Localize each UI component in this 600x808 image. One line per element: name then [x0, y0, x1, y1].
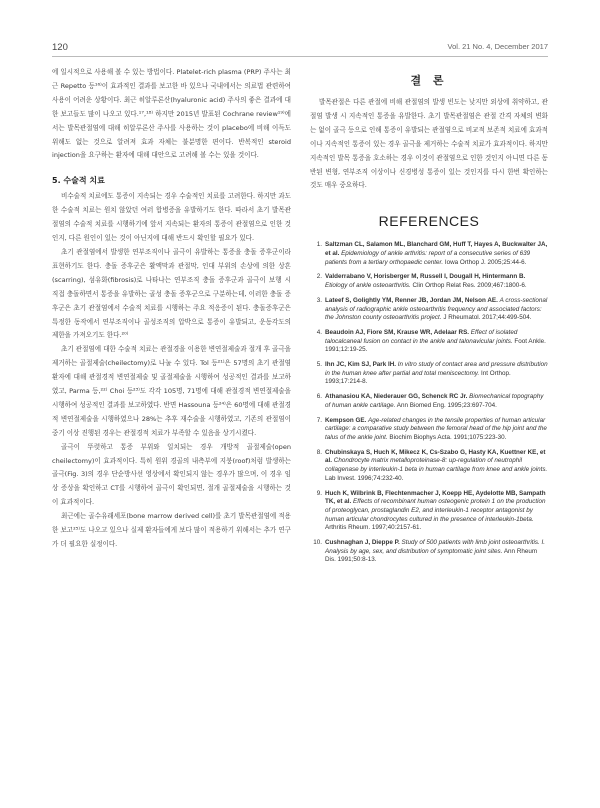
- body-paragraph: 초기 관절염에 대한 수술적 치료는 관절경을 이용한 변연절제술과 절개 후 골극을 제거하는 골절제술(cheilectomy)로 나눌 수 있다. Tol 등²¹⁾은 57명의 초기 관절염 환자에 대해 관절경적 변연절제술 및 골절제술을 시행하여 성공적인 결과를 보고하였고, Parma 등,²²⁾ Choi 등²³⁾도 각각 105명, 71명에 대해 관절경적 변연절제술을 시행하여 성공적인 결과를 보고하였다. 반면 Hassouna 등²⁴⁾은 60명에 대해 관절경적 변연절제술을 시행하였으나 28%는 추후 재수술을 시행하였고, 기존의 관절염이 중기 이상 진행된 경우는 관절경적 치료가 부족할 수 있음을 상기시켰다.: [52, 345, 291, 437]
- reference-item: [310, 449, 548, 484]
- reference-title: Age-related changes in the tensile properties of human articular cartilage: a comparative study between the femoral head of the hip joint and the talus of the ankle joint.: [325, 416, 547, 441]
- reference-title: Effect of isolated talocalcaneal fusion on contact in the ankle and talonavicular joints.: [325, 328, 518, 345]
- reference-authors: Ihn JC, Kim SJ, Park IH.: [325, 361, 397, 369]
- right-column: [310, 66, 548, 571]
- reference-authors: Cushnaghan J, Dieppe P.: [325, 539, 400, 547]
- section-heading-surgical-treatment: 5. 수술적 치료: [52, 176, 105, 186]
- reference-item: [310, 297, 548, 323]
- reference-number: 10.: [313, 539, 322, 547]
- reference-title: Etiology of ankle osteoarthritis.: [325, 282, 411, 290]
- reference-number: 4.: [316, 328, 322, 336]
- reference-item: [310, 539, 548, 565]
- reference-source: Foot Ankle. 1991;12:19-25.: [325, 337, 546, 354]
- reference-item: [310, 490, 548, 534]
- reference-source: Arthritis Rheum. 1997;40:2157-61.: [325, 524, 422, 532]
- reference-source: Clin Orthop Relat Res. 2009;467:1800-6.: [412, 282, 527, 290]
- reference-item: [310, 241, 548, 267]
- reference-authors: Athanasiou KA, Niederauer GG, Schenck RC Jr.: [325, 393, 468, 401]
- reference-authors: Beaudoin AJ, Fiore SM, Krause WR, Adelaar RS.: [325, 328, 470, 336]
- body-paragraph: 최근에는 골수유래세포(bone marrow derived cell)를 초기 발목관절염에 적용한 보고²⁵⁾도 나오고 있으나 실제 환자들에게 보다 많이 적용하기 위해서는 추가 연구가 더 필요한 실정이다.: [52, 512, 291, 548]
- reference-source: J Rheumatol. 2017;44:499-504.: [443, 314, 532, 322]
- reference-title: Study of 500 patients with limb joint osteoarthritis. I. Analysis by age, sex, and distribution of symptomatic joint sites.: [325, 539, 546, 555]
- reference-authors: Saltzman CL, Salamon ML, Blanchard GM, Huff T, Hayes A, Buckwalter JA, et al.: [325, 241, 548, 258]
- reference-number: 3.: [316, 296, 322, 304]
- left-column: [52, 66, 291, 552]
- reference-source: Int Orthop. 1993;17:214-8.: [325, 369, 511, 386]
- reference-item: [310, 329, 548, 355]
- reference-title: A cross-sectional analysis of radiographic ankle osteoarthritis frequency and associated factors: the Johnston county osteoarthritis project.: [325, 296, 548, 322]
- journal-running-head: Vol. 21 No. 4, December 2017: [447, 42, 548, 51]
- reference-item: [310, 273, 548, 290]
- reference-source: Ann Biomed Eng. 1995;23:697-704.: [396, 401, 497, 409]
- reference-item: [310, 393, 548, 410]
- header-rule: [52, 56, 548, 57]
- intro-paragraph: 에 일시적으로 사용해 볼 수 있는 방법이다. Platelet-rich plasma (PRP) 주사는 최근 Repetto 등¹⁶⁾이 효과적인 결과를 보고한 바 있으나 국내에서는 의료법 관련하여 사용이 어려운 상황이다. 최근 히알루론산(hyaluronic acid) 주사의 좋은 결과에 대한 보고들도 많이 나오고 있다.¹⁷,¹⁸⁾ 하지만 2015년 발표된 Cochrane review¹⁹⁾에서는 발목관절염에 대해 히알루론산 주사를 사용하는 것이 placebo에 비해 이득도 위해도 없는 것으로 알려져 효과 자체는 불분명한 편이다. 반복적인 steroid injection을 요구하는 환자에 대해 대안으로 고려해 볼 수는 있을 것이다.: [52, 68, 291, 160]
- references-heading: REFERENCES: [378, 213, 480, 230]
- reference-source: Lab Invest. 1996;74:232-40.: [325, 474, 404, 482]
- reference-list: [310, 241, 548, 565]
- reference-title: Epidemiology of ankle arthritis: report of a consecutive series of 639 patients from a tertiary orthopaedic center.: [325, 250, 531, 266]
- reference-source: Iowa Orthop J. 2005;25:44-6.: [444, 258, 527, 266]
- reference-title: Effects of recombinant human osteogenic protein 1 on the production of proteoglycan, prostaglandin E2, and interleukin-1 receptor antagonist by human articular chondrocytes cultured in the presence of interleukin-1beta.: [325, 498, 546, 523]
- reference-authors: Huch K, Wilbrink B, Flechtenmacher J, Koepp HE, Aydelotte MB, Sampath TK, et al.: [325, 489, 546, 506]
- reference-source: Ann Rheum Dis. 1991;50:8-13.: [325, 547, 538, 564]
- reference-authors: Lateef S, Golightly YM, Renner JB, Jordan JM, Nelson AE.: [325, 296, 498, 304]
- reference-item: [310, 361, 548, 387]
- body-paragraph: 비수술적 치료에도 통증이 지속되는 경우 수술적인 치료를 고려한다. 하지만 과도한 수술적 치료는 원치 않았던 여러 합병증을 유발하기도 한다. 따라서 초기 발목관절염의 수술적 치료를 시행하기에 앞서 지속되는 환자의 통증이 관절염으로 인한 것인지, 다른 원인이 있는 것이 아닌지에 대해 반드시 확인할 필요가 있다.: [52, 192, 291, 243]
- reference-number: 2.: [316, 273, 322, 281]
- reference-number: 7.: [316, 416, 322, 424]
- reference-number: 9.: [316, 489, 322, 497]
- reference-title: Chondrocyte matrix metalloproteinase-8: up-regulation of neutrophil collagenase by interleukin-1 beta in human cartilage from knee and ankle joints.: [325, 457, 548, 474]
- reference-number: 6.: [316, 393, 322, 401]
- page-number: 120: [52, 42, 68, 53]
- reference-number: 5.: [316, 361, 322, 369]
- reference-title: Biomechanical topography of human ankle cartilage.: [325, 393, 544, 409]
- reference-item: [310, 417, 548, 443]
- body-paragraph: 골극이 뚜렷하고 통증 부위와 일치되는 경우 개방적 골절제술(open cheilectomy)이 효과적이다. 특히 원위 경골의 내측부에 지붕(roof)처럼 발생하는 골극(Fig. 3)의 경우 단순방사선 영상에서 확인되지 않는 경우가 많으며, 이 경우 임상 증상을 확인하고 CT를 시행하여 골극이 확인되면, 절개 골절제술을 시행하는 것이 효과적이다.: [52, 442, 291, 507]
- reference-source: Biochim Biophys Acta. 1991;1075:223-30.: [389, 434, 507, 441]
- body-paragraph: 초기 관절염에서 발생한 연부조직이나 골극이 유발하는 통증을 충돌 증후군이라 표현하기도 한다. 충돌 증후군은 활액막과 관절막, 인대 부위의 손상에 의한 상흔(scarring), 섬유화(fibrosis)로 나타나는 연부조직 충돌 증후군과 골극이 보행 시 직접 충돌하면서 통증을 유발하는 골성 충돌 증후군으로 구분하는데, 이러한 충돌 증후군은 초기 관절염에서 수술적 치료를 시행하는 주요 적응증이 된다. 충돌증후군은 특정한 동작에서 연부조직이나 골성조직의 압박으로 통증이 유발되고, 운동각도의 제한을 가져오기도 한다.²⁰⁾: [52, 247, 291, 340]
- reference-authors: Kempson GE.: [325, 416, 367, 424]
- reference-number: 1.: [316, 241, 322, 249]
- reference-number: 8.: [316, 448, 322, 456]
- reference-title: In vitro study of contact area and pressure distribution in the human knee after partial and total meniscectomy.: [325, 361, 548, 377]
- reference-authors: Valderrabano V, Horisberger M, Russell I, Dougall H, Hintermann B.: [325, 273, 526, 281]
- conclusion-paragraph: 발목관절은 다른 관절에 비해 관절염의 발생 빈도는 낮지만 외상에 취약하고, 관절염 발생 시 지속적인 통증을 유발한다. 초기 발목관절염은 관절 간격 자체의 변화는 없이 골극 등으로 인해 통증이 유발되는 관절염으로 비교적 보존적 치료에 효과적이나 지속적인 통증이 있는 경우 골극을 제거하는 수술적 치료가 효과적이다. 하지만 지속적인 발목 통증을 호소하는 경우 이것이 관절염으로 인한 것인지 아니면 다른 동반된 변형, 연부조직 이상이나 신경병성 통증이 있는 것인지를 다시 한번 확인하는 것도 매우 중요하다.: [310, 98, 548, 190]
- reference-authors: Chubinskaya S, Huch K, Mikecz K, Cs-Szabo G, Hasty KA, Kuettner KE, et al.: [325, 448, 546, 465]
- conclusion-heading: 결 론: [410, 74, 448, 87]
